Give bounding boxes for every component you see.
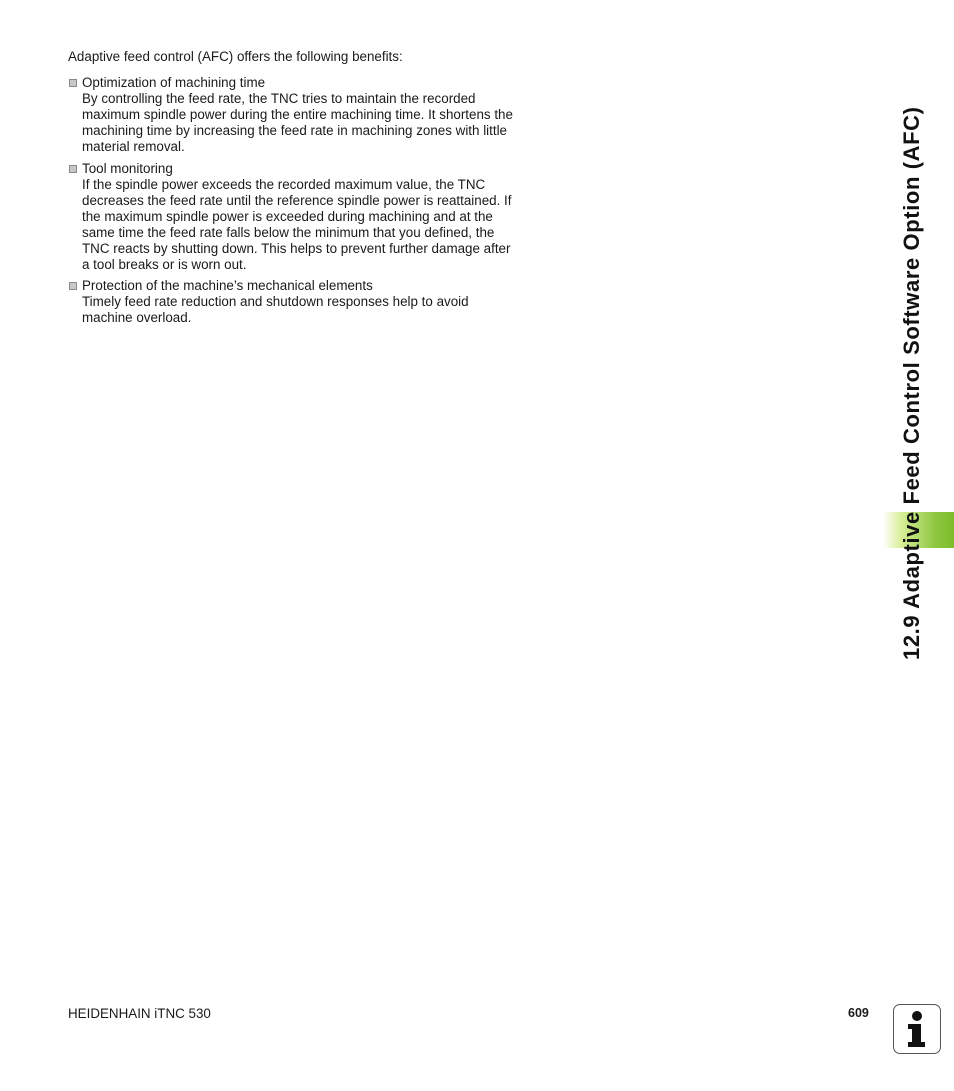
section-title: 12.9 Adaptive Feed Control Software Option (AFC) (899, 106, 924, 660)
square-bullet-icon (69, 165, 77, 173)
footer-product: HEIDENHAIN iTNC 530 (68, 1006, 211, 1021)
list-item-body: Timely feed rate reduction and shutdown responses help to avoid machine overload. (82, 294, 469, 326)
list-item (68, 75, 518, 155)
list-item (68, 161, 518, 274)
section-title-vertical (899, 40, 924, 660)
info-glyph (894, 1005, 939, 1052)
list-item-title: Optimization of machining time (82, 75, 266, 91)
list-item-title: Protection of the machine’s mechanical elements (82, 278, 373, 294)
benefits-list (68, 75, 518, 326)
info-icon (893, 1004, 941, 1054)
square-bullet-icon (69, 79, 77, 87)
main-content (68, 49, 518, 332)
square-bullet-icon (69, 282, 77, 290)
intro-paragraph: Adaptive feed control (AFC) offers the following benefits: (68, 49, 403, 64)
list-item-body: By controlling the feed rate, the TNC tries to maintain the recorded maximum spindle power during the entire machining time. It shortens the machining time by increasing the feed rate in machining zones with little material removal. (82, 91, 513, 155)
list-item (68, 278, 518, 326)
list-item-title: Tool monitoring (82, 160, 173, 176)
page-number: 609 (848, 1006, 869, 1020)
list-item-body: If the spindle power exceeds the recorded maximum value, the TNC decreases the feed rate until the reference spindle power is reattained. If the maximum spindle power is exceeded during machining and at the same time the feed rate falls below the minimum that you defined, the TNC reacts by shutting down. This helps to prevent further damage after a tool breaks or is worn out. (82, 176, 512, 273)
